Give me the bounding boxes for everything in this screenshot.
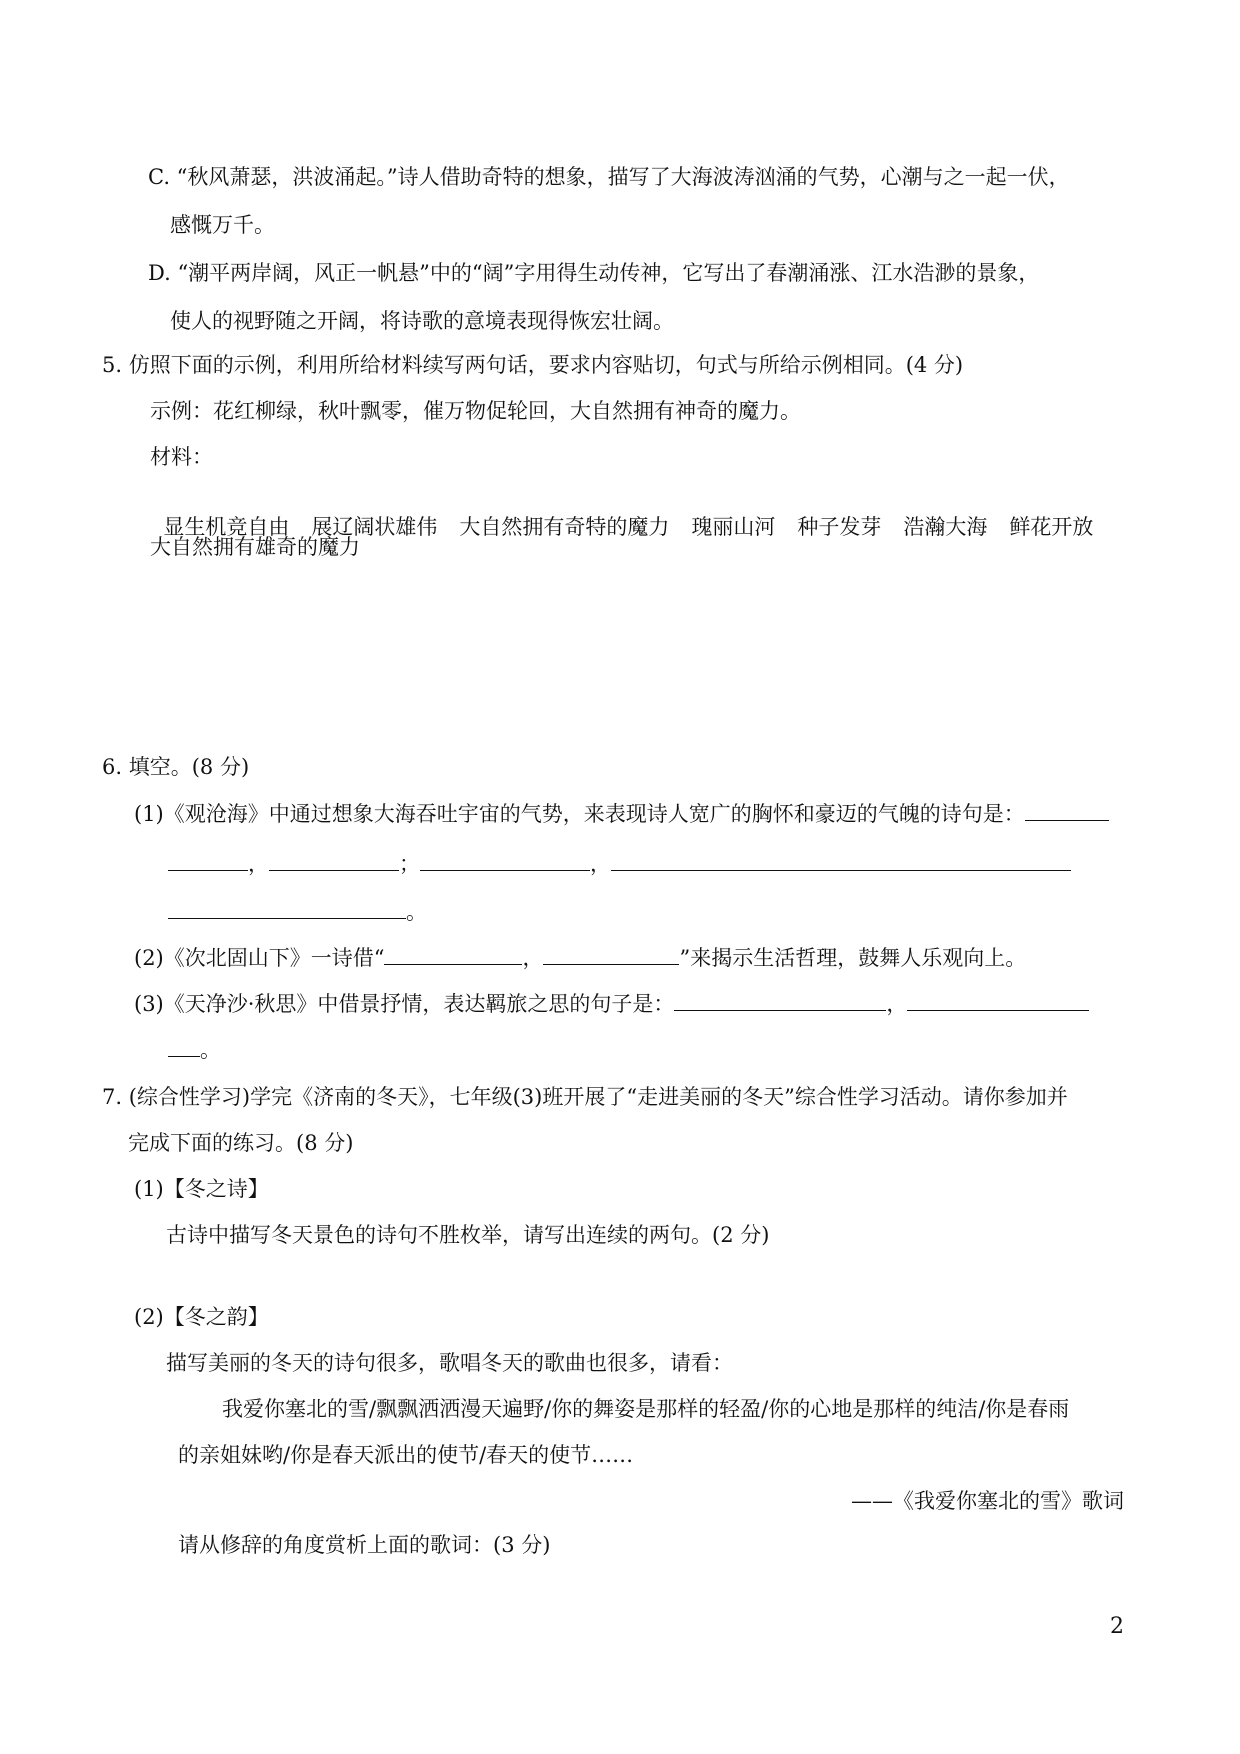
punct-period: 。 [200, 1038, 221, 1062]
material-item: 显生机竞自由 [163, 515, 290, 539]
punct-comma: ， [886, 992, 908, 1016]
answer-blank[interactable] [543, 944, 679, 965]
punct-comma: ， [248, 852, 269, 876]
q6-part3-text: (3)《天净沙·秋思》中借景抒情，表达羁旅之思的句子是： [134, 992, 675, 1016]
material-item: 大自然拥有奇特的魔力 [459, 515, 670, 539]
q6-stem: 6. 填空。(8 分) [102, 755, 250, 779]
q5-example: 示例：花红柳绿，秋叶飘零，催万物促轮回，大自然拥有神奇的魔力。 [150, 399, 801, 423]
answer-blank[interactable] [1025, 800, 1109, 821]
lyric-line2: 的亲姐妹哟/你是春天派出的使节/春天的使节…… [178, 1443, 634, 1467]
q7-stem-line2: 完成下面的练习。(8 分) [128, 1131, 354, 1155]
q7-part1-text: 古诗中描写冬天景色的诗句不胜枚举，请写出连续的两句。(2 分) [166, 1223, 770, 1247]
q6-part1-line1 [134, 800, 1109, 827]
q6-part3-line2 [168, 1036, 221, 1063]
material-item: 瑰丽山河 [691, 515, 776, 539]
q7-part2-intro: 描写美丽的冬天的诗句很多，歌唱冬天的歌曲也很多，请看： [166, 1351, 733, 1375]
q5-materials [150, 488, 1115, 540]
answer-blank[interactable] [269, 850, 399, 871]
answer-blank[interactable] [168, 850, 248, 871]
punct-comma: ， [522, 946, 544, 970]
answer-blank[interactable] [674, 990, 886, 1011]
q4-option-c-line2: 感慨万千。 [170, 213, 275, 237]
q6-part2-pre: (2)《次北固山下》一诗借“ [134, 946, 385, 970]
q7-part2-question: 请从修辞的角度赏析上面的歌词：(3 分) [178, 1533, 551, 1557]
punct-semicolon: ； [399, 852, 420, 876]
q4-option-d-line2: 使人的视野随之开阔，将诗歌的意境表现得恢宏壮阔。 [170, 309, 674, 333]
lyric-line1: 我爱你塞北的雪/飘飘洒洒漫天遍野/你的舞姿是那样的轻盈/你的心地是那样的纯洁/你是春雨 [222, 1397, 1070, 1421]
answer-blank[interactable] [611, 850, 1071, 871]
q5-material-last: 大自然拥有雄奇的魔力 [150, 535, 360, 559]
q5-stem: 5. 仿照下面的示例，利用所给材料续写两句话，要求内容贴切，句式与所给示例相同。(4 分) [102, 353, 964, 377]
answer-blank[interactable] [168, 898, 406, 919]
answer-blank[interactable] [907, 990, 1089, 1011]
q7-part1-title: (1)【冬之诗】 [134, 1177, 269, 1201]
q6-part1-line2 [168, 850, 1071, 877]
material-item: 鲜花开放 [1009, 515, 1094, 539]
answer-blank[interactable] [420, 850, 590, 871]
q4-option-d-line1: D. “潮平两岸阔，风正一帆悬”中的“阔”字用得生动传神，它写出了春潮涌涨、江水浩渺的景象， [148, 261, 1040, 285]
lyric-source: ——《我爱你塞北的雪》歌词 [851, 1489, 1124, 1513]
answer-blank[interactable] [168, 1036, 200, 1057]
q5-material-label: 材料： [150, 445, 213, 469]
punct-comma: ， [590, 852, 611, 876]
q6-part2 [134, 944, 1026, 971]
page-number: 2 [1110, 1614, 1124, 1639]
material-item: 展辽阔状雄伟 [311, 515, 438, 539]
q7-stem-line1: 7. (综合性学习)学完《济南的冬天》，七年级(3)班开展了“走进美丽的冬天”综合性学习活动。请你参加并 [102, 1085, 1068, 1109]
q6-part3-line1 [134, 990, 1089, 1017]
q7-part2-title: (2)【冬之韵】 [134, 1305, 269, 1329]
material-item: 浩瀚大海 [903, 515, 988, 539]
answer-blank[interactable] [384, 944, 522, 965]
material-item: 种子发芽 [797, 515, 882, 539]
q6-part1-text: (1)《观沧海》中通过想象大海吞吐宇宙的气势，来表现诗人宽广的胸怀和豪迈的气魄的诗句是： [134, 802, 1025, 826]
q6-part1-line3 [168, 898, 427, 925]
q6-part2-post: ”来揭示生活哲理，鼓舞人乐观向上。 [679, 946, 1027, 970]
punct-period: 。 [406, 900, 427, 924]
q4-option-c-line1: C. “秋风萧瑟，洪波涌起。”诗人借助奇特的想象，描写了大海波涛汹涌的气势，心潮与之一起一伏， [148, 165, 1070, 189]
